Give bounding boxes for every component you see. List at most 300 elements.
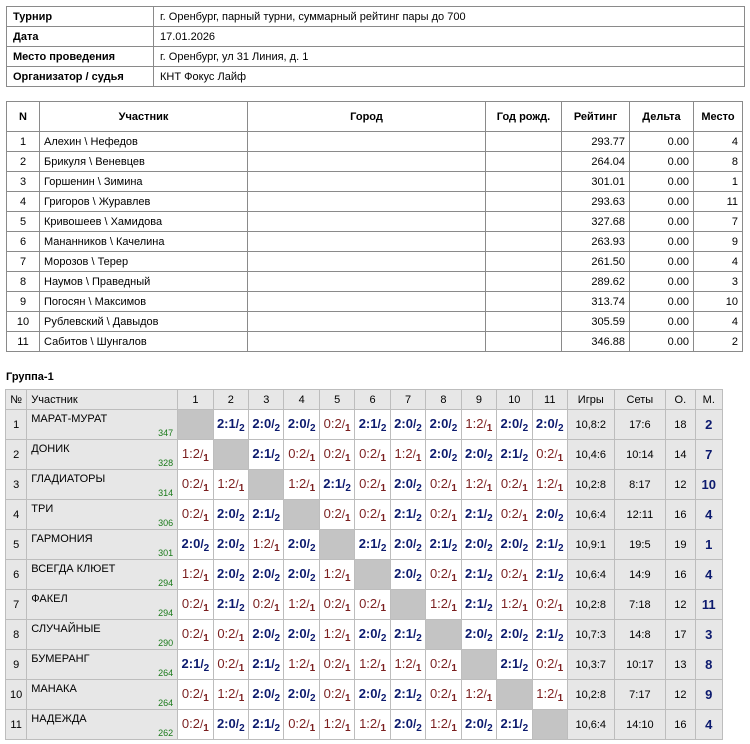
match-score: 2:0 (358, 625, 378, 641)
team-games: 10,2:8 (567, 470, 614, 500)
team-number: 11 (6, 710, 27, 740)
points-slash: / (199, 596, 204, 611)
match-points: 1 (522, 602, 528, 614)
team-name-cell (27, 410, 178, 440)
match-result (284, 620, 319, 650)
match-score: 0:2 (181, 475, 200, 491)
points-slash: / (199, 686, 204, 701)
match-points: 2 (274, 572, 281, 584)
points-slash: / (412, 506, 417, 521)
team-sets: 12:11 (614, 500, 666, 530)
team-place: 4 (695, 710, 722, 740)
col-opponent: 11 (532, 390, 567, 410)
match-result (178, 650, 213, 680)
match-result (284, 710, 319, 740)
points-slash: / (412, 476, 417, 491)
points-slash: / (377, 446, 381, 461)
team-name: ТРИ (31, 503, 54, 515)
team-rating: 290 (158, 638, 174, 648)
match-points: 2 (558, 542, 564, 554)
info-value: КНТ Фокус Лайф (154, 67, 745, 87)
team-rating: 264 (158, 668, 174, 678)
match-result (355, 590, 390, 620)
points-slash: / (306, 536, 310, 551)
diagonal-cell (319, 530, 354, 560)
match-result (461, 470, 496, 500)
match-result (426, 410, 461, 440)
points-slash: / (306, 686, 310, 701)
participant-cell: Погосян \ Максимов (40, 292, 248, 312)
match-score: 2:1 (252, 715, 272, 731)
match-points: 1 (203, 572, 209, 584)
participant-row (7, 332, 743, 352)
team-number: 3 (6, 470, 27, 500)
participant-cell (248, 292, 486, 312)
match-result (249, 530, 284, 560)
match-points: 2 (274, 422, 281, 434)
match-result (249, 680, 284, 710)
match-result (497, 440, 532, 470)
points-slash: / (199, 566, 204, 581)
points-slash: / (341, 596, 346, 611)
team-row (6, 440, 723, 470)
points-slash: / (377, 536, 381, 551)
participant-cell: 327.68 (562, 212, 630, 232)
match-result (178, 440, 213, 470)
participant-cell (248, 212, 486, 232)
match-score: 2:0 (252, 565, 272, 581)
col-opponent: 10 (497, 390, 532, 410)
match-score: 2:1 (252, 445, 272, 461)
team-row (6, 620, 723, 650)
match-points: 1 (238, 662, 245, 674)
col-sets: Сеты (614, 390, 666, 410)
participant-cell: 0.00 (630, 172, 694, 192)
match-score: 2:1 (394, 685, 413, 701)
match-score: 2:1 (252, 505, 272, 521)
points-slash: / (483, 506, 488, 521)
match-result (497, 470, 532, 500)
match-points: 2 (487, 512, 493, 524)
match-score: 2:0 (287, 685, 307, 701)
col-n: № (6, 390, 27, 410)
match-score: 0:2 (429, 565, 449, 581)
points-slash: / (199, 476, 204, 491)
match-result (461, 710, 496, 740)
match-score: 1:2 (288, 655, 307, 671)
points-slash: / (518, 596, 523, 611)
match-score: 2:1 (181, 655, 201, 671)
match-result (178, 530, 213, 560)
points-slash: / (341, 506, 346, 521)
match-score: 0:2 (323, 655, 342, 671)
participant-cell: Рублевский \ Давыдов (40, 312, 248, 332)
match-points: 2 (558, 572, 564, 584)
match-points: 2 (239, 602, 245, 614)
match-points: 2 (309, 692, 316, 704)
diagonal-cell (532, 710, 567, 740)
match-score: 0:2 (181, 685, 200, 701)
points-slash: / (306, 716, 310, 731)
participant-cell (486, 332, 562, 352)
match-result (284, 590, 319, 620)
match-points: 2 (416, 572, 422, 584)
participant-cell (248, 332, 486, 352)
match-score: 2:0 (394, 415, 413, 431)
match-points: 1 (522, 482, 528, 494)
match-points: 1 (451, 512, 457, 524)
points-slash: / (554, 446, 558, 461)
match-result (532, 560, 567, 590)
participant-cell: 10 (694, 292, 743, 312)
info-label: Дата (7, 27, 154, 47)
match-points: 2 (416, 722, 422, 734)
participants-table (6, 101, 743, 352)
participant-cell (486, 132, 562, 152)
points-slash: / (200, 656, 204, 671)
match-points: 1 (203, 692, 209, 704)
team-points: 12 (666, 470, 695, 500)
match-points: 1 (203, 452, 209, 464)
match-points: 1 (380, 662, 387, 674)
points-slash: / (235, 686, 239, 701)
participants-col-header: Рейтинг (562, 102, 630, 132)
match-points: 2 (522, 722, 529, 734)
diagonal-cell (355, 560, 390, 590)
match-result (532, 440, 567, 470)
points-slash: / (235, 626, 239, 641)
group-title: Группа-1 (6, 371, 54, 383)
team-points: 18 (666, 410, 695, 440)
match-points: 1 (451, 572, 457, 584)
match-score: 0:2 (536, 595, 555, 611)
participant-cell: 2 (694, 332, 743, 352)
points-slash: / (306, 446, 310, 461)
match-result (249, 500, 284, 530)
diagonal-cell (249, 470, 284, 500)
match-result (213, 710, 248, 740)
team-games: 10,4:6 (567, 440, 614, 470)
participant-cell: 7 (694, 212, 743, 232)
points-slash: / (519, 656, 523, 671)
match-score: 2:1 (323, 475, 343, 491)
match-result (284, 470, 319, 500)
match-points: 2 (487, 452, 493, 464)
match-result (355, 530, 390, 560)
match-score: 2:0 (252, 685, 272, 701)
match-points: 2 (451, 422, 458, 434)
match-points: 1 (274, 602, 280, 614)
match-points: 2 (239, 422, 245, 434)
col-opponent: 6 (355, 390, 390, 410)
match-score: 1:2 (181, 565, 200, 581)
team-number: 4 (6, 500, 27, 530)
match-result (319, 500, 354, 530)
match-points: 2 (487, 602, 493, 614)
match-score: 0:2 (323, 505, 342, 521)
match-result (284, 650, 319, 680)
info-value: г. Оренбург, парный турни, суммарный рейтинг пары до 700 (154, 7, 745, 27)
match-points: 1 (345, 572, 351, 584)
points-slash: / (412, 656, 416, 671)
participant-cell: 3 (694, 272, 743, 292)
points-slash: / (519, 626, 523, 641)
match-points: 2 (522, 632, 529, 644)
match-points: 1 (309, 602, 316, 614)
points-slash: / (448, 596, 452, 611)
match-score: 1:2 (429, 715, 449, 731)
participant-cell (486, 292, 562, 312)
match-points: 1 (557, 452, 564, 464)
points-slash: / (554, 686, 558, 701)
team-row (6, 500, 723, 530)
team-points: 16 (666, 500, 695, 530)
diagonal-cell (178, 410, 213, 440)
match-result (284, 530, 319, 560)
team-games: 10,6:4 (567, 500, 614, 530)
col-points: О. (666, 390, 695, 410)
match-points: 2 (558, 512, 564, 524)
match-result (284, 410, 319, 440)
team-rating: 294 (158, 578, 174, 588)
match-points: 2 (451, 542, 458, 554)
participant-cell (248, 272, 486, 292)
match-score: 1:2 (323, 565, 342, 581)
match-points: 1 (309, 722, 316, 734)
info-row (7, 7, 745, 27)
match-score: 0:2 (181, 625, 200, 641)
match-score: 2:1 (252, 655, 272, 671)
col-opponent: 5 (319, 390, 354, 410)
col-opponent: 1 (178, 390, 213, 410)
team-name-cell (27, 530, 178, 560)
match-score: 0:2 (323, 445, 342, 461)
participant-cell: 0.00 (630, 292, 694, 312)
team-name-cell (27, 500, 178, 530)
participant-cell: Алехин \ Нефедов (40, 132, 248, 152)
match-result (390, 530, 425, 560)
match-result (213, 530, 248, 560)
participants-header-row (7, 102, 743, 132)
match-points: 2 (522, 422, 529, 434)
team-row (6, 410, 723, 440)
team-number: 1 (6, 410, 27, 440)
points-slash: / (306, 566, 310, 581)
points-slash: / (554, 626, 559, 641)
participants-col-header: N (7, 102, 40, 132)
team-row (6, 710, 723, 740)
match-result (426, 650, 461, 680)
col-place: М. (695, 390, 722, 410)
match-score: 2:0 (535, 415, 555, 431)
match-score: 2:0 (216, 505, 236, 521)
points-slash: / (235, 536, 240, 551)
team-row (6, 470, 723, 500)
team-number: 9 (6, 650, 27, 680)
match-result (461, 440, 496, 470)
match-result (355, 710, 390, 740)
match-score: 0:2 (429, 505, 449, 521)
match-points: 2 (203, 662, 210, 674)
points-slash: / (518, 506, 523, 521)
participant-cell: 0.00 (630, 212, 694, 232)
team-place: 4 (695, 500, 722, 530)
points-slash: / (199, 716, 204, 731)
team-name-cell (27, 560, 178, 590)
team-name: СЛУЧАЙНЫЕ (31, 623, 101, 635)
match-score: 1:2 (181, 445, 200, 461)
participant-cell (248, 252, 486, 272)
participant-cell: 0.00 (630, 312, 694, 332)
points-slash: / (554, 476, 558, 491)
team-points: 12 (666, 680, 695, 710)
match-result (426, 530, 461, 560)
match-points: 1 (451, 482, 457, 494)
match-points: 1 (380, 602, 387, 614)
match-points: 1 (557, 602, 564, 614)
match-score: 1:2 (465, 475, 484, 491)
match-points: 2 (487, 542, 493, 554)
points-slash: / (448, 686, 452, 701)
points-slash: / (554, 566, 559, 581)
team-sets: 8:17 (614, 470, 666, 500)
info-label: Турнир (7, 7, 154, 27)
team-points: 12 (666, 590, 695, 620)
points-slash: / (483, 716, 488, 731)
match-points: 1 (486, 482, 493, 494)
match-result (390, 440, 425, 470)
match-result (497, 410, 532, 440)
team-points: 17 (666, 620, 695, 650)
match-result (355, 620, 390, 650)
team-name: ФАКЕЛ (31, 593, 68, 605)
match-result (497, 560, 532, 590)
match-result (319, 680, 354, 710)
participant-cell: Григоров \ Журавлев (40, 192, 248, 212)
match-points: 2 (416, 422, 422, 434)
participant-cell: 2 (7, 152, 40, 172)
match-result (213, 680, 248, 710)
match-result (426, 500, 461, 530)
participant-cell: 5 (7, 212, 40, 232)
points-slash: / (199, 506, 204, 521)
participant-cell: 4 (694, 252, 743, 272)
participant-cell: Сабитов \ Шунгалов (40, 332, 248, 352)
match-points: 2 (380, 692, 387, 704)
points-slash: / (341, 566, 346, 581)
participant-cell (486, 252, 562, 272)
points-slash: / (341, 716, 346, 731)
match-score: 2:1 (465, 595, 484, 611)
points-slash: / (448, 416, 452, 431)
diagonal-cell (213, 440, 248, 470)
participants-col-header: Участник (40, 102, 248, 132)
match-score: 2:0 (394, 565, 413, 581)
match-result (461, 620, 496, 650)
points-slash: / (235, 416, 240, 431)
participant-cell: 0.00 (630, 332, 694, 352)
participant-row (7, 152, 743, 172)
match-result (497, 500, 532, 530)
col-opponent: 8 (426, 390, 461, 410)
match-points: 1 (557, 692, 564, 704)
points-slash: / (412, 626, 417, 641)
match-points: 1 (238, 692, 245, 704)
match-points: 2 (380, 542, 387, 554)
match-points: 1 (345, 662, 351, 674)
participant-cell: Морозов \ Терер (40, 252, 248, 272)
match-result (249, 620, 284, 650)
match-result (390, 710, 425, 740)
match-points: 2 (309, 542, 316, 554)
points-slash: / (200, 536, 204, 551)
participants-col-header: Дельта (630, 102, 694, 132)
points-slash: / (554, 596, 558, 611)
match-result (178, 560, 213, 590)
team-place: 11 (695, 590, 722, 620)
points-slash: / (199, 626, 204, 641)
points-slash: / (519, 446, 523, 461)
team-sets: 10:14 (614, 440, 666, 470)
team-name: ГЛАДИАТОРЫ (31, 473, 106, 485)
participant-cell: 0.00 (630, 252, 694, 272)
match-points: 1 (522, 512, 528, 524)
match-score: 0:2 (500, 475, 519, 491)
col-name: Участник (27, 390, 178, 410)
team-sets: 17:6 (614, 410, 666, 440)
match-result (426, 680, 461, 710)
points-slash: / (519, 716, 523, 731)
participant-cell: 263.93 (562, 232, 630, 252)
match-result (213, 620, 248, 650)
participant-cell: Наумов \ Праведный (40, 272, 248, 292)
info-value: г. Оренбург, ул 31 Линия, д. 1 (154, 47, 745, 67)
match-score: 0:2 (359, 595, 378, 611)
points-slash: / (235, 656, 239, 671)
col-opponent: 4 (284, 390, 319, 410)
points-slash: / (235, 596, 240, 611)
match-result (532, 470, 567, 500)
participant-cell: 1 (7, 132, 40, 152)
match-score: 1:2 (465, 685, 484, 701)
points-slash: / (483, 446, 488, 461)
match-points: 2 (274, 662, 281, 674)
match-result (532, 500, 567, 530)
participant-row (7, 292, 743, 312)
match-score: 1:2 (323, 625, 342, 641)
team-row (6, 590, 723, 620)
points-slash: / (235, 476, 239, 491)
match-result (178, 470, 213, 500)
match-points: 2 (345, 482, 351, 494)
team-games: 10,6:4 (567, 710, 614, 740)
points-slash: / (448, 716, 452, 731)
match-result (497, 710, 532, 740)
participant-cell: Горшенин \ Зимина (40, 172, 248, 192)
match-result (249, 410, 284, 440)
match-score: 0:2 (181, 595, 200, 611)
match-result (178, 590, 213, 620)
diagonal-cell (284, 500, 319, 530)
match-points: 1 (451, 662, 457, 674)
match-result (532, 590, 567, 620)
team-points: 16 (666, 560, 695, 590)
match-score: 2:1 (394, 625, 413, 641)
points-slash: / (519, 416, 523, 431)
team-games: 10,3:7 (567, 650, 614, 680)
team-number: 7 (6, 590, 27, 620)
match-result (249, 560, 284, 590)
